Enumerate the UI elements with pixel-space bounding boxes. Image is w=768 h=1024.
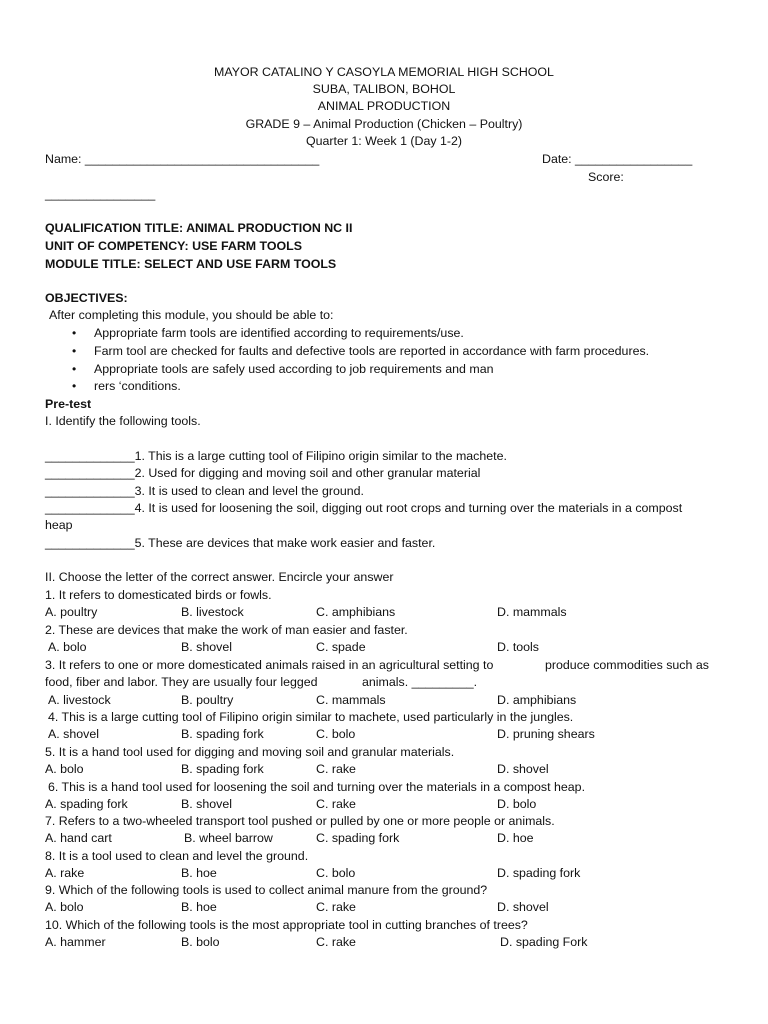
school-name: MAYOR CATALINO Y CASOYLA MEMORIAL HIGH SCHOOL <box>214 65 554 79</box>
bullet-icon: • <box>72 362 77 376</box>
choice-d[interactable]: D. tools <box>497 640 540 654</box>
score-field[interactable]: ________________ <box>45 187 156 201</box>
choice-a[interactable]: A. rake <box>45 866 85 880</box>
question-4: 4. This is a large cutting tool of Filipino origin similar to machete, used particularly in the jungles. <box>48 710 574 724</box>
choice-c[interactable]: C. bolo <box>316 866 356 880</box>
choice-b[interactable]: B. livestock <box>181 605 244 619</box>
objectives-intro: After completing this module, you should be able to: <box>49 308 334 322</box>
bullet-icon: • <box>72 344 77 358</box>
identify-item-cont: heap <box>45 518 73 532</box>
choice-b[interactable]: B. shovel <box>181 640 232 654</box>
choice-a[interactable]: A. bolo <box>45 900 84 914</box>
identify-item[interactable]: _____________2. Used for digging and moving soil and other granular material <box>45 466 481 480</box>
choice-b[interactable]: B. hoe <box>181 866 217 880</box>
choice-d[interactable]: D. mammals <box>497 605 567 619</box>
question-2: 2. These are devices that make the work of man easier and faster. <box>45 623 408 637</box>
question-3: 3. It refers to one or more domesticated animals raised in an agricultural setting to <box>45 658 494 672</box>
school-address: SUBA, TALIBON, BOHOL <box>312 82 456 96</box>
choice-a[interactable]: A. spading fork <box>45 797 128 811</box>
question-9: 9. Which of the following tools is used to collect animal manure from the ground? <box>45 883 488 897</box>
objective-item: Appropriate farm tools are identified according to requirements/use. <box>94 326 464 340</box>
choice-a[interactable]: A. bolo <box>45 762 84 776</box>
question-7: 7. Refers to a two-wheeled transport tool pushed or pulled by one or more people or animals. <box>45 814 555 828</box>
choice-b[interactable]: B. poultry <box>181 693 234 707</box>
identify-item[interactable]: _____________5. These are devices that make work easier and faster. <box>45 536 436 550</box>
choice-b[interactable]: B. shovel <box>181 797 232 811</box>
bullet-icon: • <box>72 326 77 340</box>
choice-d[interactable]: D. hoe <box>497 831 534 845</box>
identify-item[interactable]: _____________4. It is used for loosening the soil, digging out root crops and turning over the materials in a compost <box>45 501 683 515</box>
objective-item: Farm tool are checked for faults and defective tools are reported in accordance with farm procedures. <box>94 344 650 358</box>
choice-c[interactable]: C. bolo <box>316 727 356 741</box>
choice-b[interactable]: B. spading fork <box>181 762 264 776</box>
choice-c[interactable]: C. rake <box>316 900 356 914</box>
identify-item[interactable]: _____________1. This is a large cutting tool of Filipino origin similar to the machete. <box>45 449 507 463</box>
bullet-icon: • <box>72 379 77 393</box>
name-field[interactable]: Name: __________________________________ <box>45 152 320 166</box>
choice-a[interactable]: A. hand cart <box>45 831 112 845</box>
choice-b[interactable]: B. wheel barrow <box>184 831 273 845</box>
choice-a[interactable]: A. livestock <box>48 693 111 707</box>
question-10: 10. Which of the following tools is the most appropriate tool in cutting branches of trees? <box>45 918 528 932</box>
choice-d[interactable]: D. amphibians <box>497 693 577 707</box>
choice-b[interactable]: B. spading fork <box>181 727 264 741</box>
grade-title: GRADE 9 – Animal Production (Chicken – Poultry) <box>245 117 523 131</box>
score-label: Score: <box>588 170 624 184</box>
objectives-heading: OBJECTIVES: <box>45 291 128 305</box>
subject-title: ANIMAL PRODUCTION <box>317 99 451 113</box>
choice-c[interactable]: C. rake <box>316 762 356 776</box>
choice-a[interactable]: A. hammer <box>45 935 106 949</box>
question-3-blank[interactable]: animals. _________. <box>362 675 478 689</box>
question-5: 5. It is a hand tool used for digging and moving soil and granular materials. <box>45 745 455 759</box>
module-title: MODULE TITLE: SELECT AND USE FARM TOOLS <box>45 257 337 271</box>
choice-d[interactable]: D. pruning shears <box>497 727 595 741</box>
choice-d[interactable]: D. spading Fork <box>500 935 588 949</box>
quarter-title: Quarter 1: Week 1 (Day 1-2) <box>305 134 463 148</box>
choice-c[interactable]: C. rake <box>316 935 356 949</box>
question-6: 6. This is a hand tool used for loosening the soil and turning over the materials in a compost heap. <box>48 780 586 794</box>
choice-c[interactable]: C. spade <box>316 640 366 654</box>
choice-c[interactable]: C. mammals <box>316 693 386 707</box>
objective-item: rers ‘conditions. <box>94 379 181 393</box>
part2-instruction: II. Choose the letter of the correct answer. Encircle your answer <box>45 570 394 584</box>
objective-item: Appropriate tools are safely used according to job requirements and man <box>94 362 494 376</box>
question-3-cont: produce commodities such as <box>545 658 709 672</box>
question-8: 8. It is a tool used to clean and level the ground. <box>45 849 309 863</box>
choice-c[interactable]: C. spading fork <box>316 831 400 845</box>
choice-a[interactable]: A. bolo <box>48 640 87 654</box>
choice-d[interactable]: D. bolo <box>497 797 537 811</box>
choice-d[interactable]: D. shovel <box>497 762 549 776</box>
choice-b[interactable]: B. bolo <box>181 935 220 949</box>
choice-d[interactable]: D. spading fork <box>497 866 581 880</box>
identify-item[interactable]: _____________3. It is used to clean and level the ground. <box>45 484 364 498</box>
choice-c[interactable]: C. rake <box>316 797 356 811</box>
part1-instruction: I. Identify the following tools. <box>45 414 201 428</box>
choice-a[interactable]: A. poultry <box>45 605 98 619</box>
choice-a[interactable]: A. shovel <box>48 727 99 741</box>
pretest-heading: Pre-test <box>45 397 92 411</box>
qualification-title: QUALIFICATION TITLE: ANIMAL PRODUCTION NC II <box>45 221 353 235</box>
choice-b[interactable]: B. hoe <box>181 900 217 914</box>
choice-c[interactable]: C. amphibians <box>316 605 396 619</box>
question-3-line2: food, fiber and labor. They are usually four legged <box>45 675 318 689</box>
unit-of-competency: UNIT OF COMPETENCY: USE FARM TOOLS <box>45 239 302 253</box>
choice-d[interactable]: D. shovel <box>497 900 549 914</box>
date-field[interactable]: Date: _________________ <box>542 152 693 166</box>
question-1: 1. It refers to domesticated birds or fowls. <box>45 588 272 602</box>
